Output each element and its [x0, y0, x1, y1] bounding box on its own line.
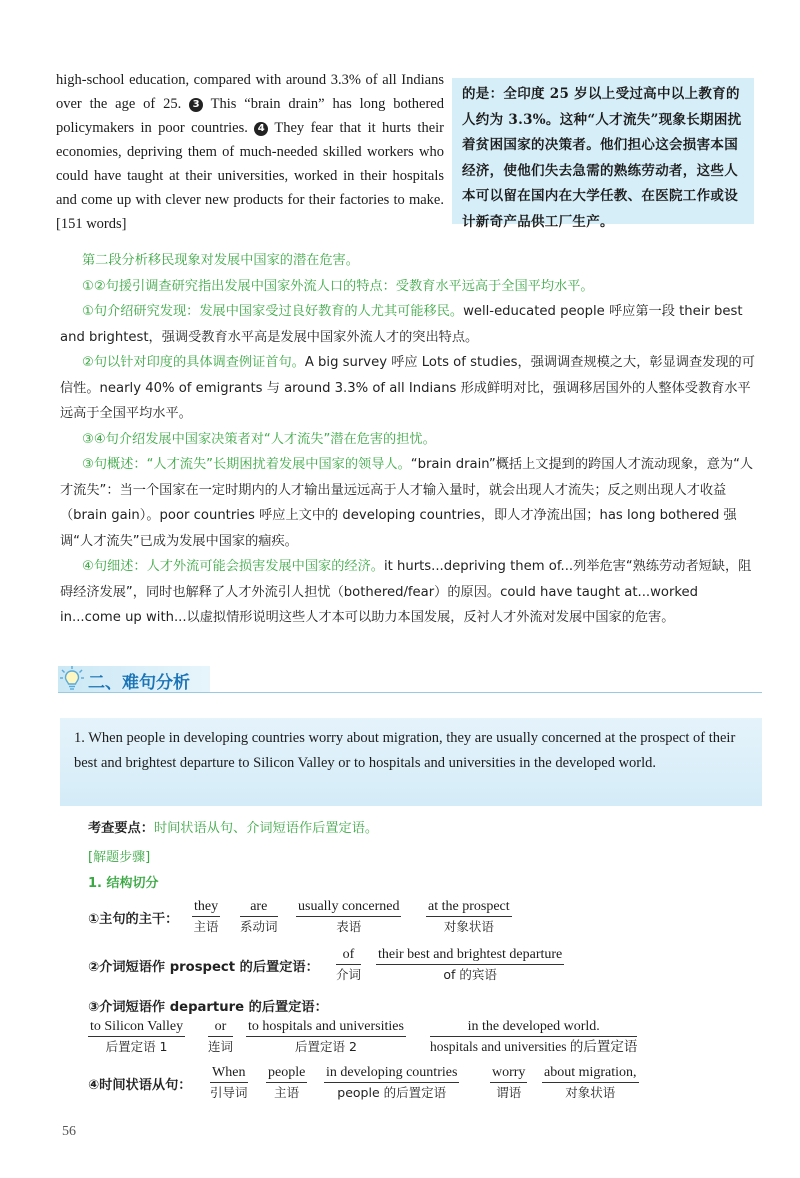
row-label-4: ④时间状语从句：: [88, 1078, 192, 1093]
segment: in developing countries people 的后置定语: [326, 1065, 458, 1100]
section-title: 二、难句分析: [88, 673, 190, 693]
analysis: [60, 248, 760, 631]
sentence-number-4: 4: [254, 122, 268, 136]
analysis-para-3: ②句以针对印度的具体调查例证首句。A big survey 呼应 Lots of studies，强调调查规模之大，彰显调查发现的可信性。nearly 40% of emigrants 与 around 3.3% of all Indians 形成鲜明对比，强调移居国外的人整体受教育水平远高于全国平均水平。: [60, 355, 755, 421]
sentence-number-3: 3: [189, 98, 203, 112]
steps-label: [解题步骤]: [88, 850, 151, 865]
analysis-para-1: ①②句援引调查研究指出发展中国家外流人口的特点：受教育水平远高于全国平均水平。: [82, 278, 594, 294]
translation-text: 的是：全印度 25 岁以上受过高中以上教育的人约为 3.3%。这种“人才流失”现象长期困扰着贫困国家的决策者。他们担心这会损害本国经济，使他们失去急需的熟练劳动者，这些人本可以留在国内在大学任教、在医院工作或设计新奇产品供工厂生产。: [462, 86, 742, 230]
passage-text-c: They fear that it hurts their economies, depriving them of much-needed skilled workers who could have taught at their universities, worked in their hospitals and come up with clever new products for their factories to make. [151 words]: [56, 120, 444, 232]
segment: their best and brightest departure of 的宾语: [378, 947, 563, 982]
page-number: 56: [62, 1124, 76, 1139]
passage-text-b: This “brain drain” has long bothered policymakers in poor countries.: [56, 96, 444, 136]
segment: to hospitals and universities 后置定语 2: [248, 1019, 404, 1054]
key-point-value: 时间状语从句、介词短语作后置定语。: [153, 821, 379, 836]
segment: about migration, 对象状语: [544, 1065, 637, 1100]
analysis-para-4: ③④句介绍发展中国家决策者对“人才流失”潜在危害的担忧。: [82, 431, 436, 447]
translation-box: [452, 78, 754, 230]
segment: they 主语: [193, 899, 219, 934]
segment: are 系动词: [240, 899, 278, 934]
row-label-1: ①主句的主干：: [88, 912, 179, 927]
row-label-2: ②介词短语作 prospect 的后置定语：: [88, 960, 319, 975]
section-heading: [58, 662, 762, 696]
row-label-3: ③介词短语作 departure 的后置定语：: [88, 1000, 328, 1015]
analysis-para-2: ①句介绍研究发现：发展中国家受过良好教育的人尤其可能移民。well-educated people 呼应第一段 their best and brightest，强调受教育水平高是发展中国家外流人才的突出特点。: [60, 304, 743, 345]
analysis-para-6: ④句细述：人才外流可能会损害发展中国家的经济。it hurts...depriving them of...列举危害“熟练劳动者短缺，阻碍经济发展”，同时也解释了人才外流引人担忧（bothered/fear）的原因。could have taught at...worked in...come up with...以虚拟情形说明这些人才本可以助力本国发展，反衬人才外流对发展中国家的危害。: [60, 559, 752, 625]
passage-text-a: high-school education, compared with around 3.3% of all Indians over the age of 25.: [56, 72, 444, 112]
segment: of 介词: [336, 947, 362, 982]
sentence-text: 1. When people in developing countries worry about migration, they are usually concerned at the prospect of their best and brightest departure to Silicon Valley or to hospitals and universities in the developed world.: [74, 730, 736, 771]
segment: usually concerned 表语: [298, 899, 400, 934]
step-title: 1. 结构切分: [88, 876, 159, 891]
segment: or 连词: [208, 1019, 234, 1054]
analysis-para-5: ③句概述：“人才流失”长期困扰着发展中国家的领导人。“brain drain”概括上文提到的跨国人才流动现象，意为“人才流失”：当一个国家在一定时期内的人才输出量远远高于人才输入量时，就会出现人才流失；反之则出现人才收益（brain gain）。poor countries 呼应上文中的 developing countries，即人才净流出国；has long bothered 强调“人才流失”已成为发展中国家的痼疾。: [60, 457, 754, 549]
key-point: [88, 818, 378, 840]
segment: in the developed world. hospitals and universities 的后置定语: [430, 1019, 638, 1054]
segment: worry 谓语: [492, 1065, 526, 1100]
passage: [56, 68, 444, 236]
sentence-box: [60, 718, 762, 806]
segment: When 引导词: [210, 1065, 248, 1100]
passage-paragraph: [56, 68, 444, 236]
analysis-para-0: 第二段分析移民现象对发展中国家的潜在危害。: [82, 253, 359, 268]
lightbulb-icon: [60, 666, 84, 697]
segment: people 主语: [268, 1065, 306, 1100]
key-point-label: 考查要点：: [88, 821, 154, 836]
segment: to Silicon Valley 后置定语 1: [90, 1019, 184, 1054]
segment: at the prospect 对象状语: [428, 899, 510, 934]
